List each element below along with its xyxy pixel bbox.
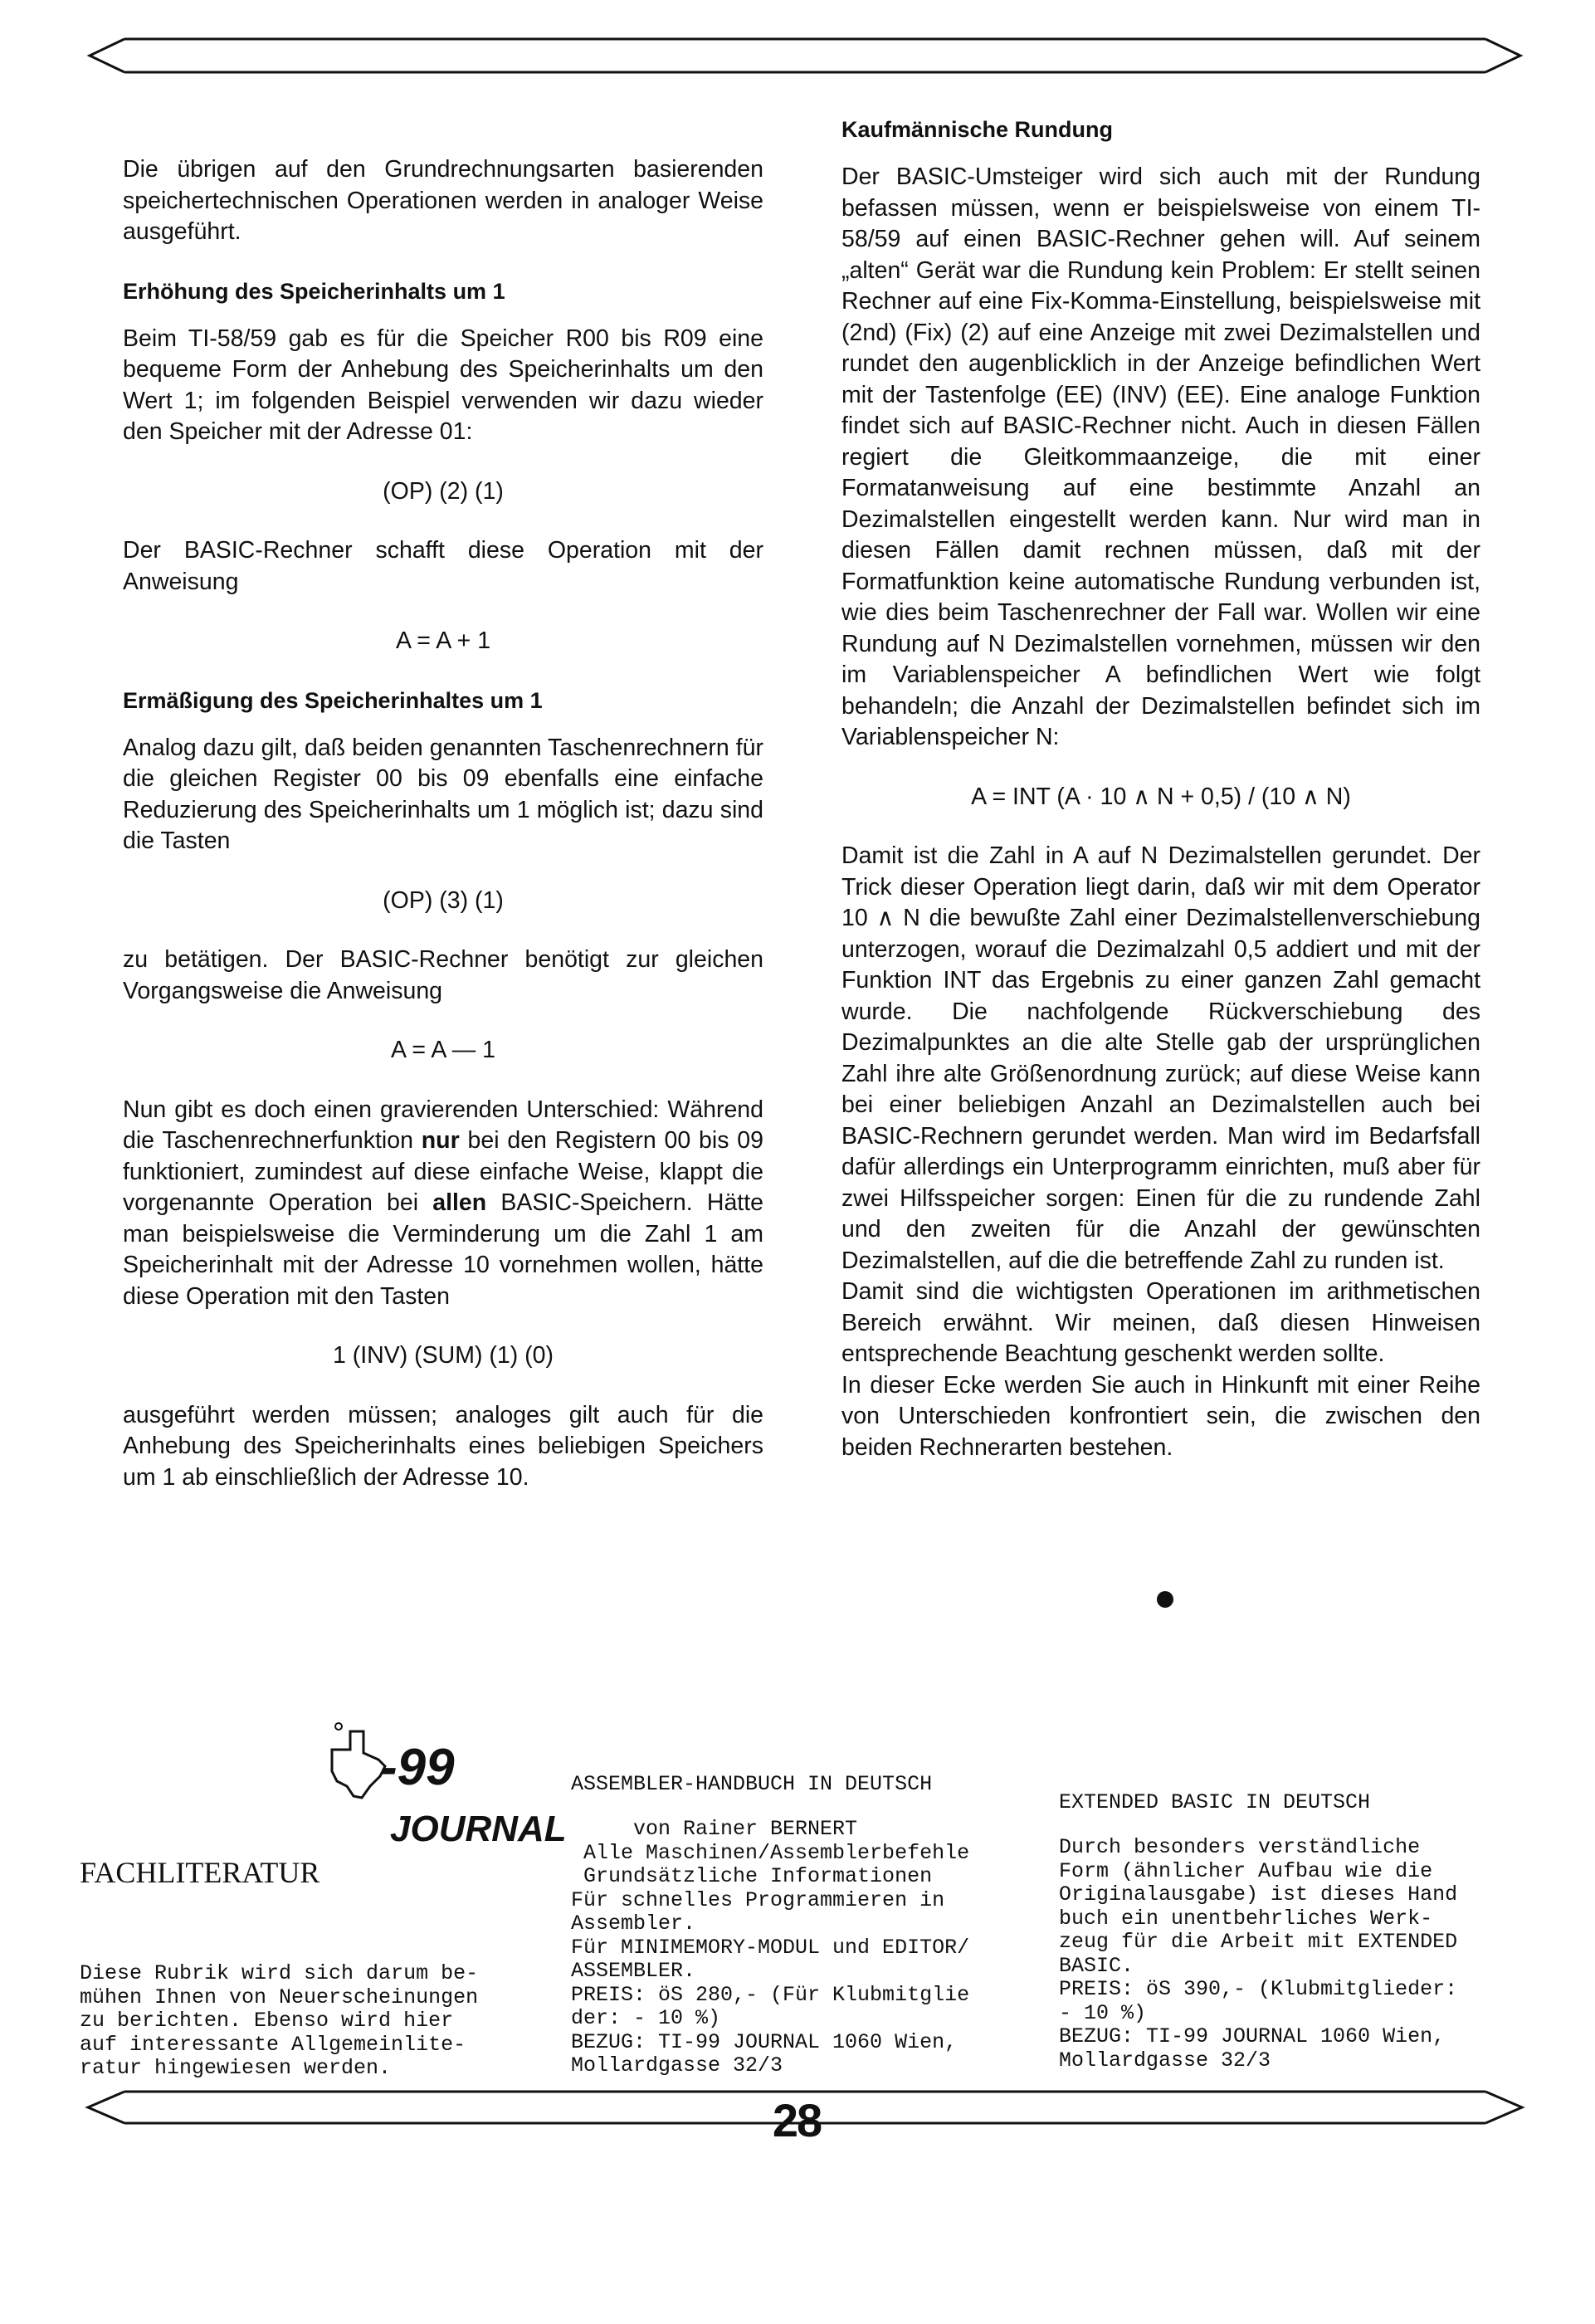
right-column — [841, 115, 1480, 1463]
paragraph-decrease: Analog dazu gilt, daß beiden genannten Taschenrechnern für die gleichen Register 00 bis 09 ebenfalls eine einfache Reduzierung des Speicherinhalts um 1 möglich ist; dazu sind die Tasten — [123, 734, 763, 854]
emphasis-nur: nur — [421, 1127, 460, 1154]
end-bullet — [1157, 1591, 1173, 1608]
paragraph-rounding: Der BASIC-Umsteiger wird sich auch mit der Rundung befassen müssen, wenn er beispielsweise von einem TI-58/59 auf einen BASIC-Rechner gehen will. Auf seinem „alten“ Gerät war die Rundung kein Problem: Er stellt seinen Rechner auf eine Fix-Komma-Einstellung, beispielsweise mit (2nd) (Fix) (2) auf eine Anzeige mit zwei Dezimalstellen und rundet den augenblicklich in der Anzeige befindlichen Wert mit der Tastenfolge (EE) (INV) (EE). Eine analoge Funktion findet sich auf BASIC-Rechner nicht. Auch in diesen Fällen regiert die Gleitkommaanzeige, die mit einer Formatanweisung auf eine bestimmte Anzahl an Dezimalstellen eingestellt werden kann. Nur wird man in diesen Fällen damit rechnen müssen, daß mit der Formatfunktion keine automatische Rundung verbunden ist, wie dies beim Taschenrechner der Fall war. Wollen wir eine Rundung auf N Dezimalstellen vornehmen, müssen wir den im Variablenspeicher A befindlichen Wert wie folgt behandeln; die Anzahl der Dezimalstellen befindet sich im Variablenspeicher N: — [841, 164, 1480, 750]
heading-rounding: Kaufmännische Rundung — [841, 117, 1114, 142]
logo-99: -99 — [380, 1739, 455, 1796]
paragraph-trick: Damit ist die Zahl in A auf N Dezimalstellen gerundet. Der Trick dieser Operation liegt darin, daß wir mit dem Operator 10 ∧ N die bewußte Zahl einer Dezimalstellenverschiebung unterzogen, worauf die Dezimalzahl 0,5 addiert und mit der Funktion INT das Ergebnis zu einer ganzen Zahl gemacht wurde. Die nachfolgende Rückverschiebung des Dezimalpunktes an die alte Stelle gab der ursprünglichen Zahl ihre alte Größenordnung zurück; auf diese Weise kann bei einer beliebigen Anzahl an Dezimalstellen auch bei BASIC-Rechnern gerundet werden. Man wird im Bedarfsfall dafür allerdings ein Unterprogramm einrichten, muß aber für zwei Hilfsspeicher sorgen: Einen für die zu rundende Zahl und den zweiten für die Anzahl der gewünschten Dezimalstellen, auf die die betreffende Zahl zu runden ist. — [841, 842, 1480, 1274]
book2-title: EXTENDED BASIC IN DEUTSCH — [1059, 1790, 1371, 1814]
paragraph-increase: Beim TI-58/59 gab es für die Speicher R00 bis R09 eine bequeme Form der Anhebung des Speicherinhalts um den Wert 1; im folgenden Beispiel verwenden wir dazu wieder den Speicher mit der Adresse 01: — [123, 325, 763, 445]
logo-journal: JOURNAL — [390, 1809, 567, 1849]
top-border-arrow — [0, 25, 1595, 83]
formula-int-rounding: A = INT (A · 10 ∧ N + 0,5) / (10 ∧ N) — [971, 783, 1351, 810]
heading-increase: Erhöhung des Speicherinhalts um 1 — [123, 278, 505, 304]
formula-inv-sum: 1 (INV) (SUM) (1) (0) — [333, 1342, 554, 1369]
paragraph-analog: ausgeführt werden müssen; analoges gilt auch für die Anhebung des Speicherinhalts eines beliebigen Speichers um 1 ab einschließlich der Adresse 10. — [123, 1401, 763, 1491]
paragraph-basic-increase: Der BASIC-Rechner schafft diese Operation mit der Anweisung — [123, 537, 763, 595]
book2-body: Durch besonders verständliche Form (ähnlicher Aufbau wie die Originalausgabe) ist dieses Hand buch ein unentbehrliches Werk- zeug für die Arbeit mit EXTENDED BASIC. PREIS: öS 390,- (Klubmitglieder: - 10 %) BEZUG: TI-99 JOURNAL 1060 Wien, Mollardgasse 32/3 — [1059, 1835, 1458, 2073]
formula-a-plus-1: A = A + 1 — [395, 627, 491, 654]
texas-outline-icon — [332, 1731, 385, 1798]
page-number: 28 — [772, 2094, 822, 2146]
left-column — [123, 154, 763, 1493]
paragraph-basic-decrease: zu betätigen. Der BASIC-Rechner benötigt zur gleichen Vorgangsweise die Anweisung — [123, 946, 763, 1004]
formula-op21: (OP) (2) (1) — [383, 477, 504, 505]
paragraph-outlook: In dieser Ecke werden Sie auch in Hinkunft mit einer Reihe von Unterschieden konfrontiert sein, die zwischen den beiden Rechnerarten bestehen. — [841, 1371, 1480, 1461]
book1-body: von Rainer BERNERT Alle Maschinen/Assemblerbefehle Grundsätzliche Informationen Für schnelles Programmieren in Assembler. Für MINIMEMORY-MODUL und EDITOR/ ASSEMBLER. PREIS: öS 280,- (Für Klubmitglie der: - 10 %) BEZUG: TI-99 JOURNAL 1060 Wien, Mollardgasse 32/3 — [571, 1817, 970, 2077]
paragraph-summary: Damit sind die wichtigsten Operationen im arithmetischen Bereich erwähnt. Wir meinen, daß diesen Hinweisen entsprechende Beachtung geschenkt werden sollte. — [841, 1278, 1480, 1367]
formula-op31: (OP) (3) (1) — [383, 886, 504, 914]
paragraph-difference: Nun gibt es doch einen gravierenden Unterschied: Während die Taschenrechnerfunktion nur bei den Registern 00 bis 09 funktioniert, zumindest auf diese einfache Weise, klappt die vorgenannte Operation bei allen BASIC-Speichern. Hätte man beispielsweise die Verminderung um die Zahl 1 am Speicherinhalt mit der Adresse 10 vornehmen wollen, hätte diese Operation mit den Tasten — [123, 1096, 763, 1310]
fachliteratur-text: Diese Rubrik wird sich darum be- mühen Ihnen von Neuerscheinungen zu berichten. Ebenso wird hier auf interessante Allgemeinlite- ratur hingewiesen werden. — [80, 1961, 479, 2080]
formula-a-minus-1: A = A — 1 — [391, 1037, 495, 1063]
ti99-journal-logo — [299, 1716, 567, 1853]
emphasis-allen: allen — [432, 1189, 487, 1216]
heading-decrease: Ermäßigung des Speicherinhaltes um 1 — [123, 687, 543, 713]
fachliteratur-title: FACHLITERATUR — [80, 1856, 320, 1889]
intro-paragraph: Die übrigen auf den Grundrechnungsarten basierenden speichertechnischen Operationen werden in analoger Weise ausgeführt. — [123, 156, 763, 245]
book1-title: ASSEMBLER-HANDBUCH IN DEUTSCH — [571, 1772, 933, 1796]
